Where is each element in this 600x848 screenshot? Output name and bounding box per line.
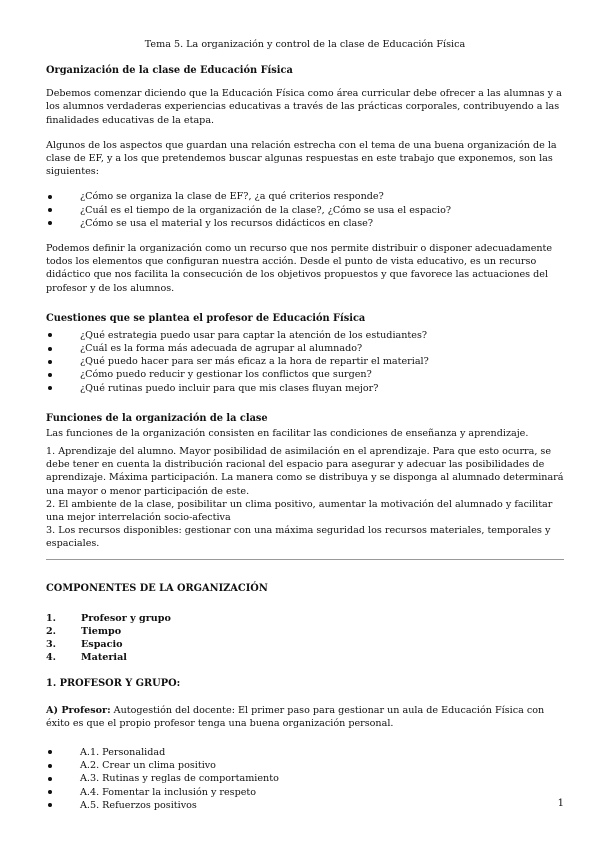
list-number: 1. xyxy=(46,612,57,624)
list-item: A.1. Personalidad xyxy=(46,746,564,759)
section-heading-funciones: Funciones de la organización de la clase xyxy=(46,412,268,424)
bullet-list xyxy=(46,329,564,395)
list-item: ¿Qué estrategia puedo usar para captar la atención de los estudiantes? xyxy=(46,329,564,342)
paragraph: Podemos definir la organización como un recurso que nos permite distribuir o disponer adecuadamente todos los elementos que configuran nuestra acción. Desde el punto de vista educativo, es un recurso didáctico que nos facilita la consecución de los objetivos propuestos y que favorece las actuaciones del profesor y de los alumnos. xyxy=(46,243,553,294)
functions-list xyxy=(46,445,564,551)
lead-label: A) Profesor: xyxy=(46,704,111,716)
list-label: Material xyxy=(81,652,127,664)
list-item: ¿Qué rutinas puedo incluir para que mis clases fluyan mejor? xyxy=(46,382,564,395)
list-item xyxy=(46,651,564,664)
list-item: A.5. Refuerzos positivos xyxy=(46,799,564,812)
lead-text: Autogestión del docente: El primer paso para gestionar un aula de Educación Física con éxito es que el propio profesor tenga una buena organización personal. xyxy=(46,704,545,729)
section-heading-cuestiones: Cuestiones que se plantea el profesor de Educación Física xyxy=(46,312,366,324)
list-item: A.3. Rutinas y reglas de comportamiento xyxy=(46,772,564,785)
list-item: ¿Qué puedo hacer para ser más eficaz a la hora de repartir el material? xyxy=(46,355,564,368)
components-heading: COMPONENTES DE LA ORGANIZACIÓN xyxy=(46,582,268,594)
list-item: ¿Cómo puedo reducir y gestionar los conflictos que surgen? xyxy=(46,368,564,381)
list-number: 4. xyxy=(46,652,57,664)
list-item: ¿Cómo se usa el material y los recursos didácticos en clase? xyxy=(46,217,564,230)
divider xyxy=(46,559,564,560)
list-item xyxy=(46,638,564,651)
list-label: Profesor y grupo xyxy=(81,612,171,624)
list-item: 2. El ambiente de la clase, posibilitar un clima positivo, aumentar la motivación del alumnado y facilitar una mejor interrelación socio-afectiva xyxy=(46,498,553,524)
list-item: A.2. Crear un clima positivo xyxy=(46,759,564,772)
section-heading-organizacion: Organización de la clase de Educación Física xyxy=(46,65,293,77)
subsection-heading: 1. PROFESOR Y GRUPO: xyxy=(46,677,181,689)
numbered-list xyxy=(46,612,564,665)
paragraph xyxy=(46,704,564,730)
list-item xyxy=(46,625,564,638)
list-item xyxy=(46,612,564,625)
list-item: ¿Cuál es el tiempo de la organización de la clase?, ¿Cómo se usa el espacio? xyxy=(46,204,564,217)
list-number: 3. xyxy=(46,639,57,651)
list-item: ¿Cómo se organiza la clase de EF?, ¿a qué criterios responde? xyxy=(46,190,564,203)
list-item: ¿Cuál es la forma más adecuada de agrupar al alumnado? xyxy=(46,342,564,355)
list-label: Tiempo xyxy=(81,625,122,637)
list-item: A.4. Fomentar la inclusión y respeto xyxy=(46,786,564,799)
paragraph: Algunos de los aspectos que guardan una relación estrecha con el tema de una buena organización de la clase de EF, y a los que pretendemos buscar algunas respuestas en este trabajo que exponemos, son las siguientes: xyxy=(46,139,557,178)
paragraph: Las funciones de la organización consisten en facilitar las condiciones de enseñanza y aprendizaje. xyxy=(46,427,529,439)
list-item: 3. Los recursos disponibles: gestionar con una máxima seguridad los recursos materiales, temporales y espaciales. xyxy=(46,525,551,550)
list-label: Espacio xyxy=(81,639,123,651)
document-title: Tema 5. La organización y control de la clase de Educación Física xyxy=(144,39,466,50)
list-number: 2. xyxy=(46,625,57,637)
paragraph: Debemos comenzar diciendo que la Educación Física como área curricular debe ofrecer a las alumnas y a los alumnos verdaderas experiencias educativas a través de las prácticas corporales, contribuyendo a las finalidades educativas de la etapa. xyxy=(46,88,562,126)
bullet-list xyxy=(46,190,564,230)
list-item: 1. Aprendizaje del alumno. Mayor posibilidad de asimilación en el aprendizaje. Para que esto ocurra, se debe tener en cuenta la distribución racional del espacio para asegurar y adecuar las posibilidades de aprendizaje. Máxima participación. La manera como se distribuya y se disponga al alumnado determinará una mayor o menor participación de este. xyxy=(46,446,564,497)
page-number: 1 xyxy=(557,798,564,809)
bullet-list xyxy=(46,746,564,812)
